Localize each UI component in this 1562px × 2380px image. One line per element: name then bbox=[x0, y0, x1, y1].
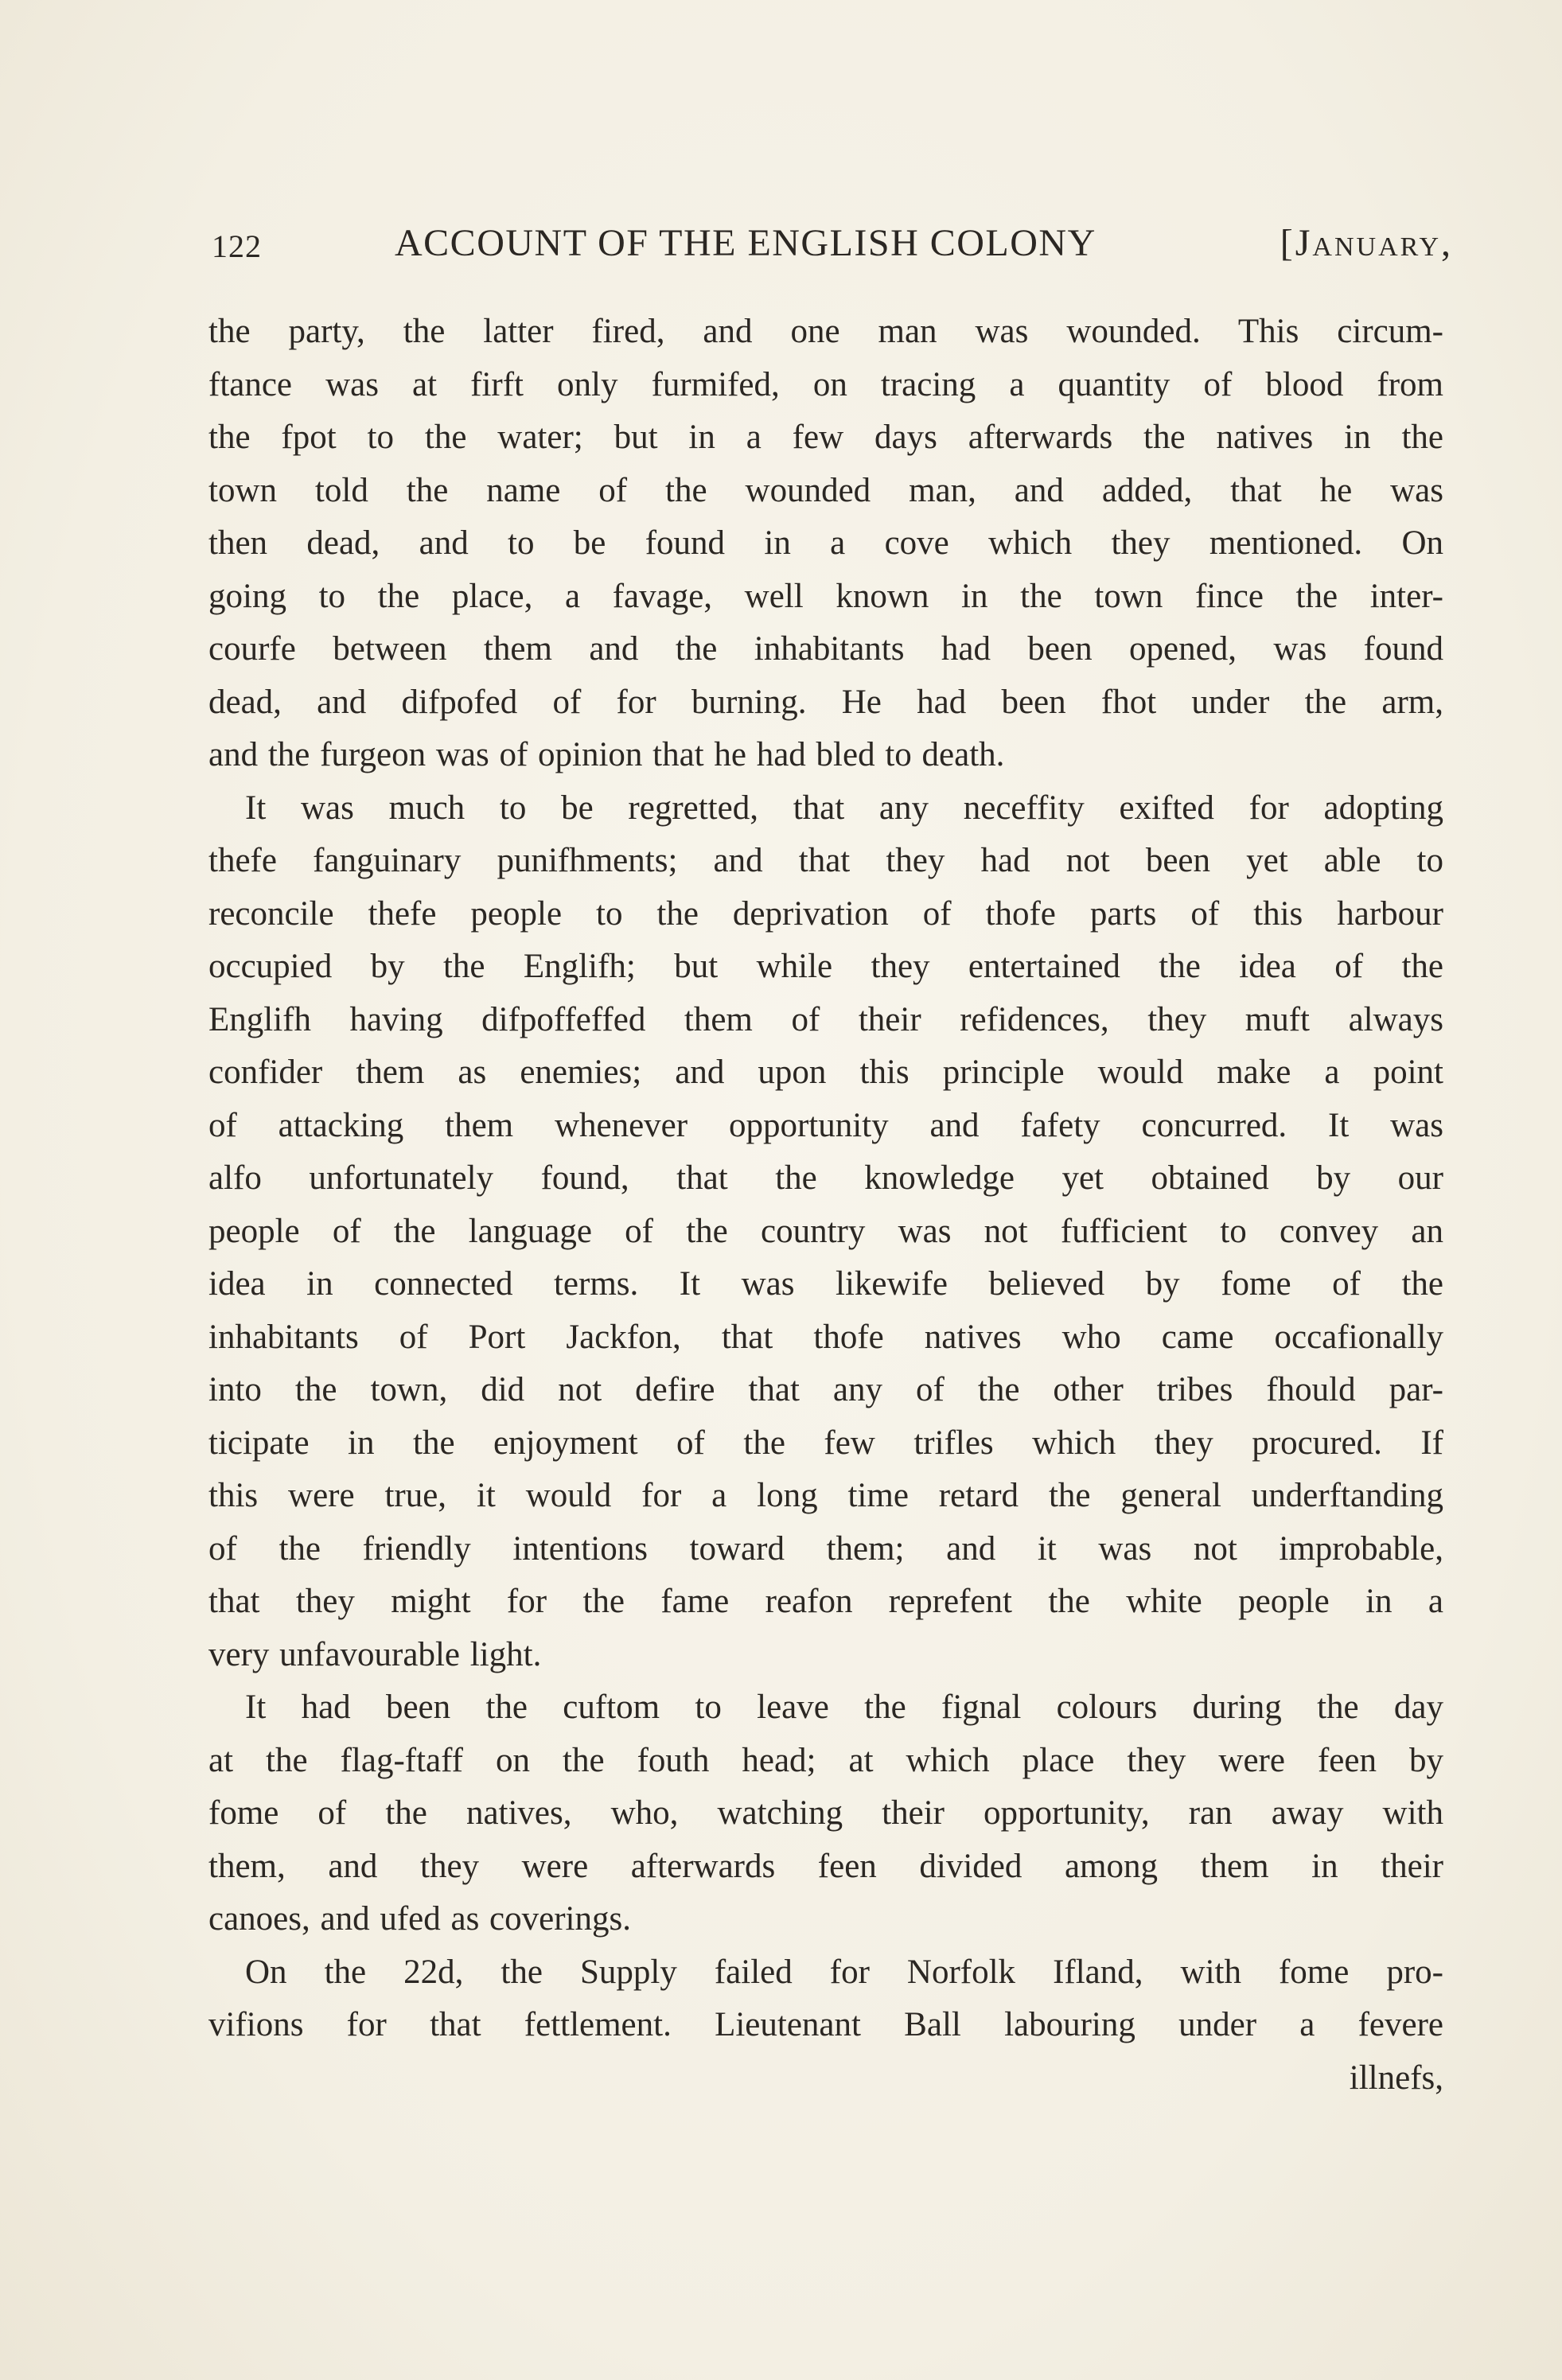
text-line: of attacking them whenever opportunity and fafety concurred. It was bbox=[208, 1106, 1443, 1144]
text-line: inhabitants of Port Jackfon, that thofe natives who came occafionally bbox=[208, 1318, 1443, 1356]
text-line: town told the name of the wounded man, and added, that he was bbox=[208, 471, 1443, 509]
text-line: Englifh having difpoffeffed them of their refidences, they muft always bbox=[208, 1000, 1443, 1038]
paragraph-start-line: On the 22d, the Supply failed for Norfolk Ifland, with fome pro- bbox=[245, 1953, 1443, 1991]
text-line: canoes, and ufed as coverings. bbox=[208, 1900, 631, 1938]
text-line: thefe fanguinary punifhments; and that they had not been yet able to bbox=[208, 842, 1443, 879]
text-line: at the flag-ftaff on the fouth head; at which place they were feen by bbox=[208, 1741, 1443, 1779]
text-line: fome of the natives, who, watching their opportunity, ran away with bbox=[208, 1794, 1443, 1832]
running-title: ACCOUNT OF THE ENGLISH COLONY bbox=[395, 222, 1097, 264]
body-text bbox=[208, 306, 1443, 2105]
text-line: this were true, it would for a long time retard the general underftanding bbox=[208, 1477, 1443, 1514]
text-line: dead, and difpofed of for burning. He had been fhot under the arm, bbox=[208, 683, 1443, 721]
text-line: reconcile thefe people to the deprivation of thofe parts of this harbour bbox=[208, 894, 1443, 933]
paragraph-start-line: It had been the cuftom to leave the fignal colours during the day bbox=[245, 1689, 1443, 1726]
paragraph-start-line: It was much to be regretted, that any neceffity exifted for adopting bbox=[245, 789, 1443, 827]
text-line: alfo unfortunately found, that the knowledge yet obtained by our bbox=[208, 1159, 1443, 1197]
text-line: them, and they were afterwards feen divided among them in their bbox=[208, 1847, 1443, 1885]
running-head bbox=[212, 221, 1453, 269]
text-line: very unfavourable light. bbox=[208, 1635, 542, 1673]
text-line: vifions for that fettlement. Lieutenant Ball labouring under a fevere bbox=[208, 2006, 1443, 2043]
text-line: people of the language of the country was not fufficient to convey an bbox=[208, 1212, 1443, 1250]
text-line: the fpot to the water; but in a few days afterwards the natives in the bbox=[208, 419, 1443, 456]
text-line: occupied by the Englifh; but while they entertained the idea of the bbox=[208, 948, 1443, 985]
text-line: that they might for the fame reafon reprefent the white people in a bbox=[208, 1583, 1443, 1620]
text-line: of the friendly intentions toward them; and it was not improbable, bbox=[208, 1529, 1443, 1568]
text-line: ticipate in the enjoyment of the few trifles which they procured. If bbox=[208, 1424, 1443, 1462]
page-number: 122 bbox=[212, 228, 262, 264]
text-line: into the town, did not defire that any of the other tribes fhould par- bbox=[208, 1371, 1443, 1408]
text-line: going to the place, a favage, well known in the town fince the inter- bbox=[208, 577, 1443, 615]
text-line: and the furgeon was of opinion that he had bled to death. bbox=[208, 736, 1005, 773]
text-line: courfe between them and the inhabitants had been opened, was found bbox=[208, 630, 1443, 668]
text-line: idea in connected terms. It was likewife believed by fome of the bbox=[208, 1265, 1443, 1303]
text-line: the party, the latter fired, and one man was wounded. This circum- bbox=[208, 313, 1443, 350]
text-line: confider them as enemies; and upon this principle would make a point bbox=[208, 1054, 1443, 1091]
text-line: then dead, and to be found in a cove which they mentioned. On bbox=[208, 524, 1443, 562]
running-month: [January, bbox=[1280, 222, 1453, 264]
catchword: illnefs, bbox=[1349, 2059, 1443, 2097]
text-line: ftance was at firft only furmifed, on tracing a quantity of blood from bbox=[208, 365, 1443, 403]
